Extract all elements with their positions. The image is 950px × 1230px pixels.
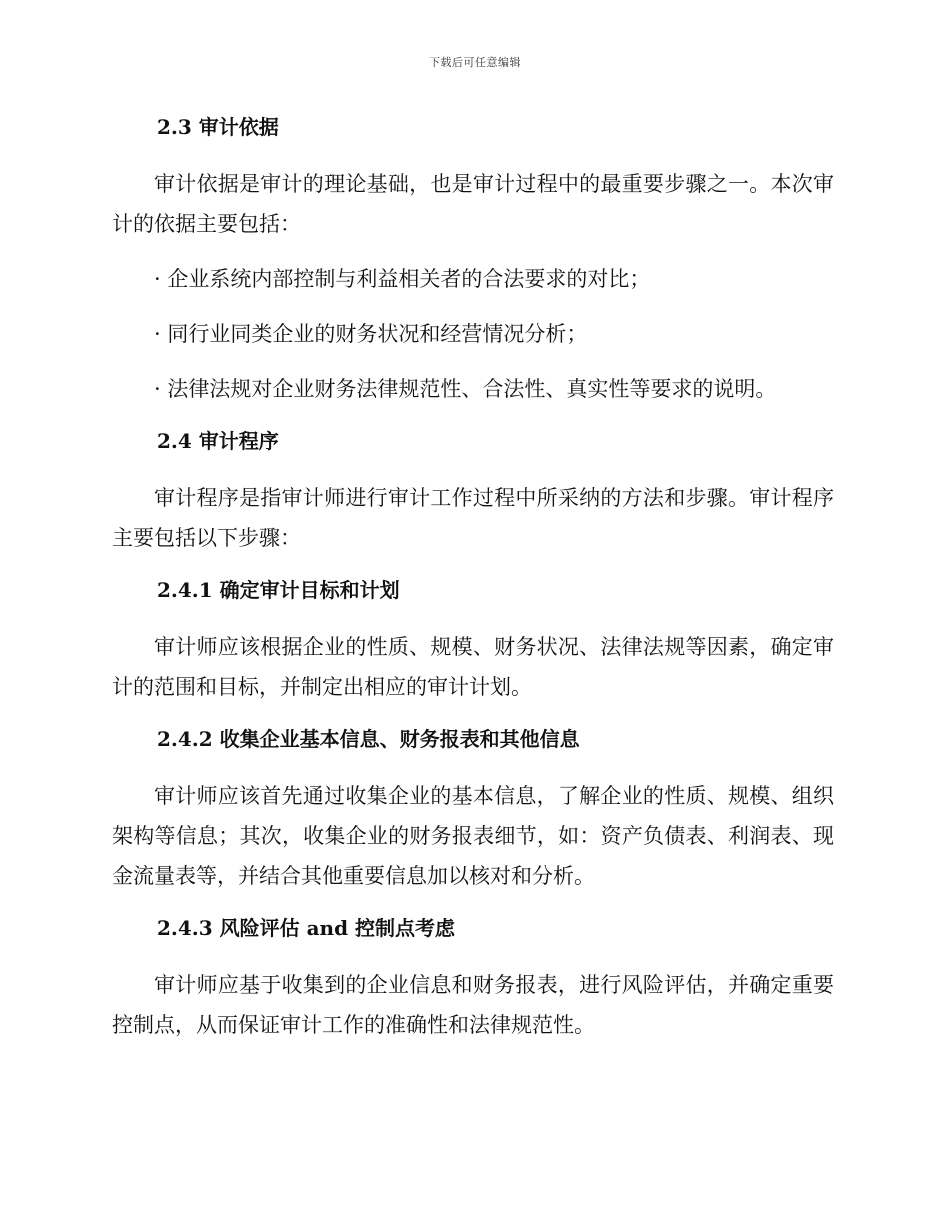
section-2-4-1-text: 审计师应该根据企业的性质、规模、财务状况、法律法规等因素，确定审计的范围和目标，并制定出相应的审计计划。 [112, 635, 834, 699]
section-2-3-intro: 审计依据是审计的理论基础，也是审计过程中的最重要步骤之一。本次审计的依据主要包括： [112, 172, 834, 236]
document-body [112, 110, 834, 1045]
basis-item-1: · 企业系统内部控制与利益相关者的合法要求的对比； [154, 267, 651, 291]
basis-item-3: · 法律法规对企业财务法律规范性、合法性、真实性等要求的说明。 [154, 377, 777, 401]
page-header: 下载后可任意编辑 [429, 56, 521, 69]
basis-item-2: · 同行业同类企业的财务状况和经营情况分析； [154, 322, 588, 346]
section-heading-2-4: 2.4 审计程序 [157, 429, 279, 453]
section-2-4-intro: 审计程序是指审计师进行审计工作过程中所采纳的方法和步骤。审计程序主要包括以下步骤： [112, 486, 834, 550]
section-2-4-2-text: 审计师应该首先通过收集企业的基本信息，了解企业的性质、规模、组织架构等信息；其次，收集企业的财务报表细节，如：资产负债表、利润表、现金流量表等，并结合其他重要信息加以核对和分析。 [112, 784, 834, 888]
section-heading-2-4-2: 2.4.2 收集企业基本信息、财务报表和其他信息 [157, 727, 580, 751]
section-heading-2-4-3: 2.4.3 风险评估 and 控制点考虑 [157, 916, 456, 940]
section-heading-2-3: 2.3 审计依据 [157, 115, 279, 139]
section-heading-2-4-1: 2.4.1 确定审计目标和计划 [157, 578, 400, 602]
section-2-4-3-text: 审计师应基于收集到的企业信息和财务报表，进行风险评估，并确定重要控制点，从而保证审计工作的准确性和法律规范性。 [112, 973, 834, 1037]
